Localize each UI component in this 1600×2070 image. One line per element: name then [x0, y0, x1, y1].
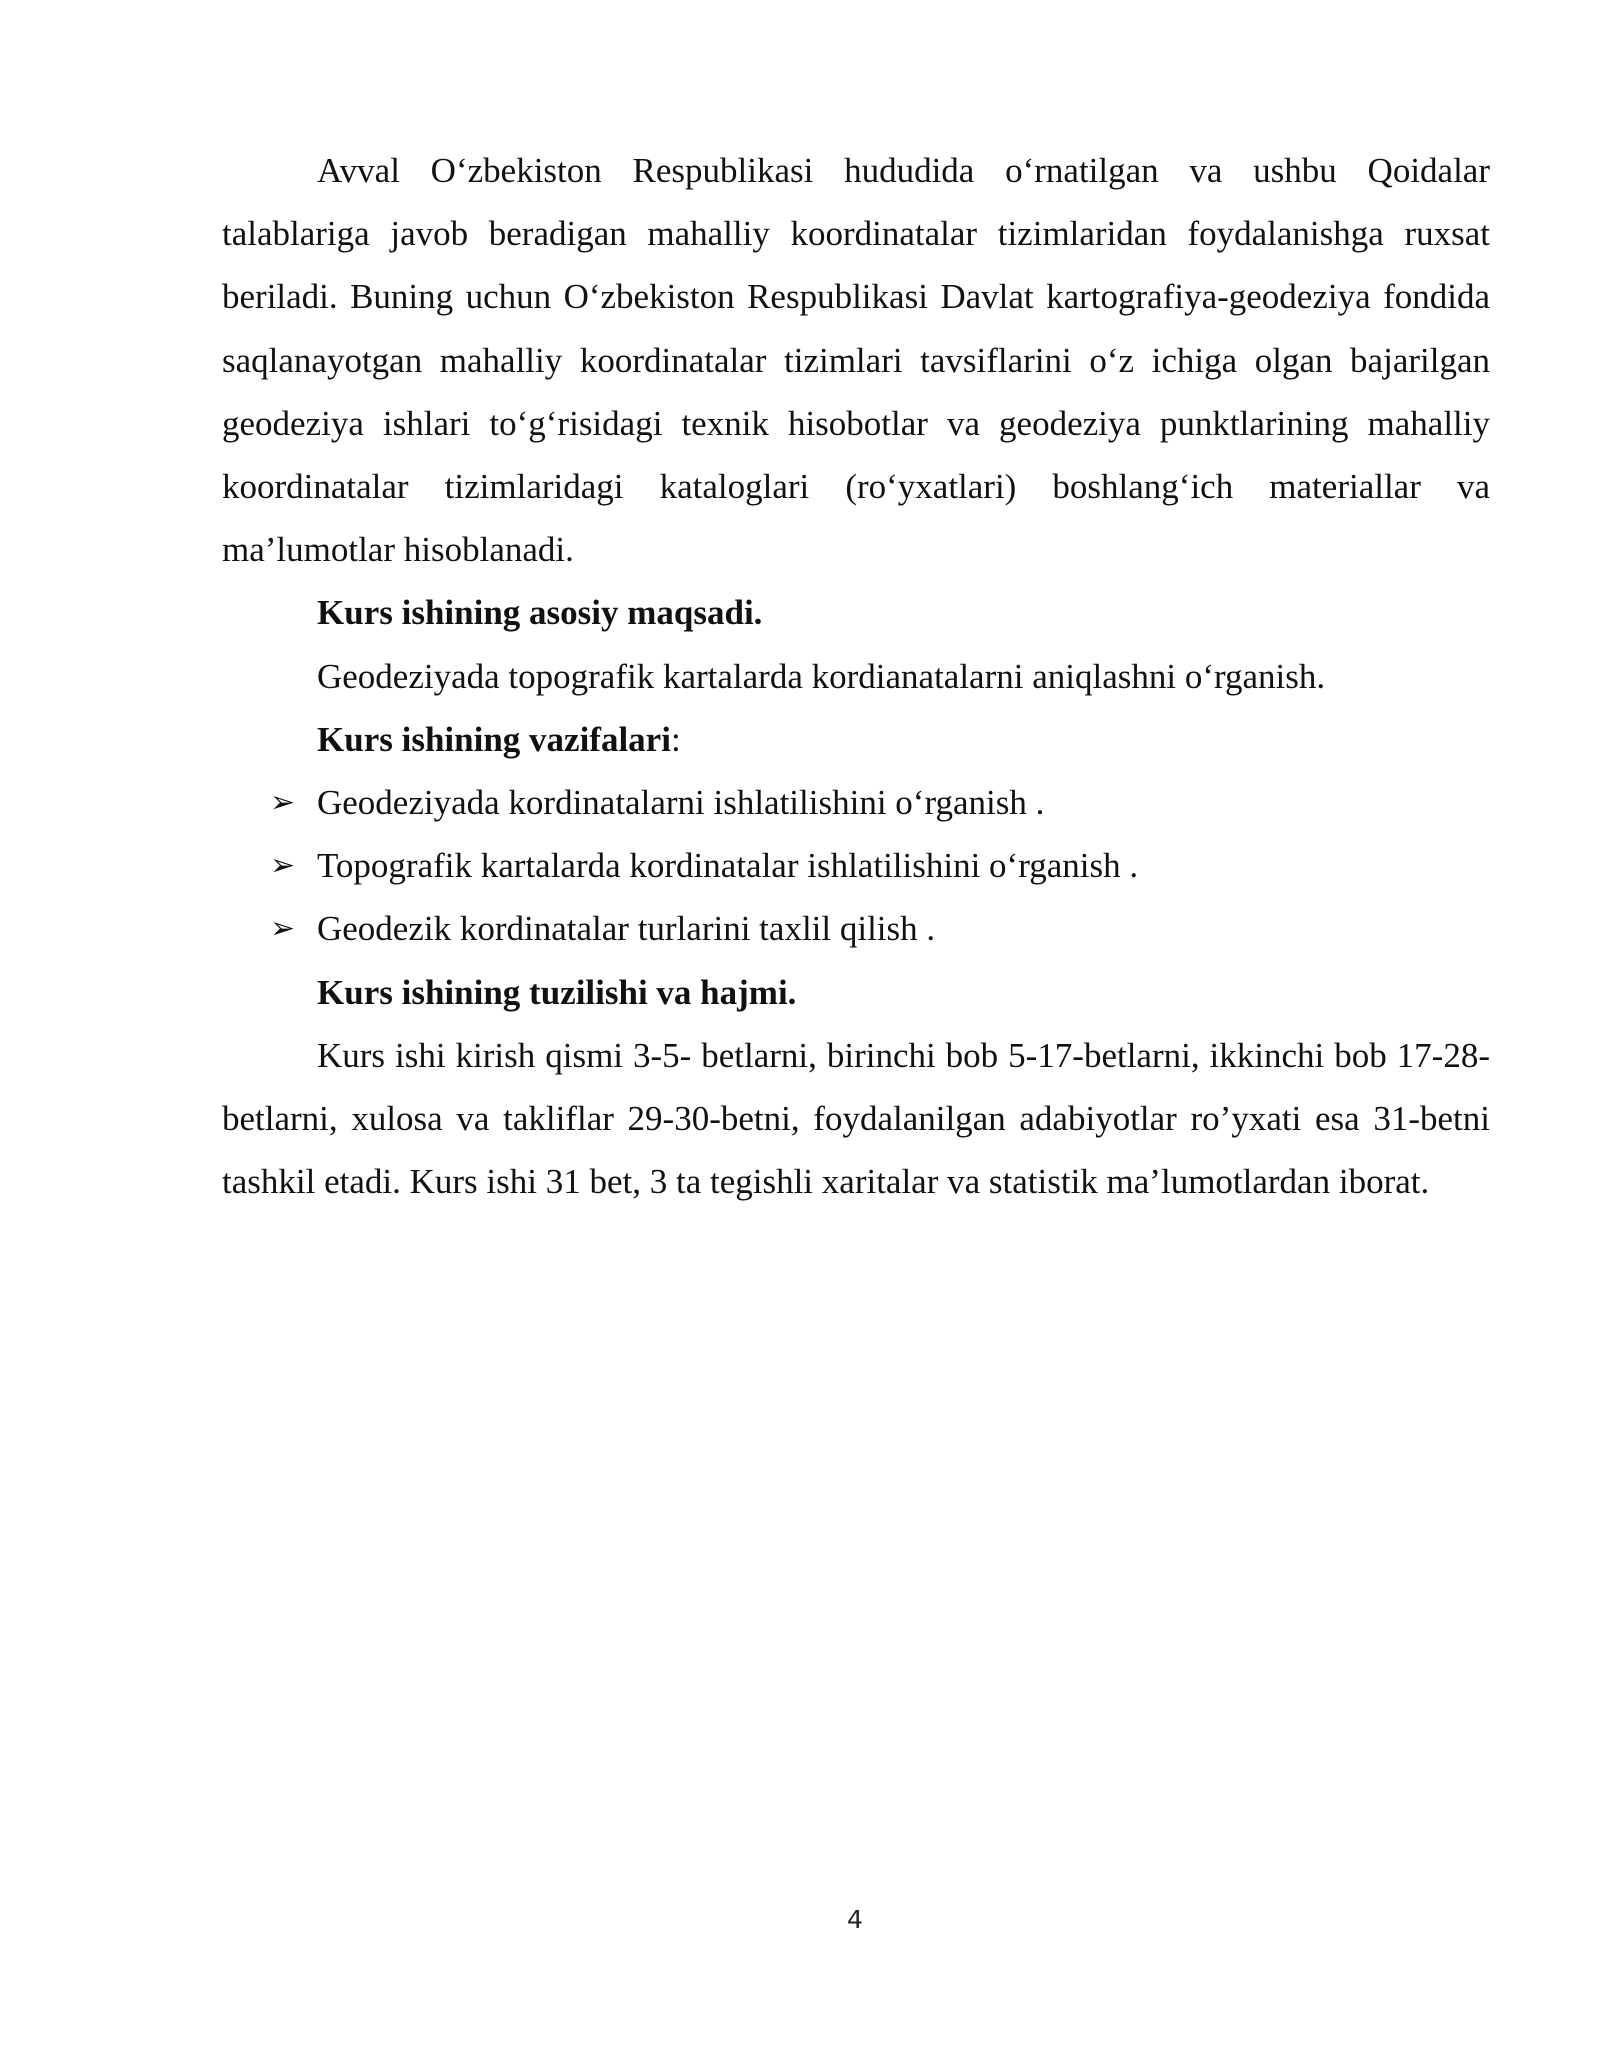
list-item-text: Geodezik kordinatalar turlarini taxlil qilish . [317, 909, 936, 949]
arrow-bullet-icon: ➢ [270, 911, 296, 947]
tasks-heading-colon: : [670, 719, 681, 759]
page-content [222, 139, 1490, 1213]
list-item-text: Topografik kartalarda kordinatalar ishlatilishini o‘rganish . [317, 846, 1139, 886]
arrow-bullet-icon: ➢ [270, 848, 296, 884]
list-item [222, 897, 1490, 960]
goal-heading [222, 581, 1490, 644]
structure-heading-text: Kurs ishining tuzilishi va hajmi. [317, 972, 797, 1012]
list-item [222, 771, 1490, 834]
goal-paragraph: Geodeziyada topografik kartalarda kordianatalarni aniqlashni o‘rganish. [317, 656, 1326, 696]
tasks-list [222, 771, 1490, 961]
goal-heading-text: Kurs ishining asosiy maqsadi. [317, 593, 763, 633]
structure-heading [222, 961, 1490, 1024]
list-item [222, 834, 1490, 897]
tasks-heading-text: Kurs ishining vazifalari [317, 719, 671, 759]
intro-paragraph: Avval O‘zbekiston Respublikasi hududida o‘rnatilgan va ushbu Qoidalar talablariga javob beradigan mahalliy koordinatalar tizimlaridan foydalanishga ruxsat beriladi. Buning uchun O‘zbekiston Respublikasi Davlat kartografiya-geodeziya fondida saqlanayotgan mahalliy koordinatalar tizimlari tavsiflarini o‘z ichiga olgan bajarilgan geodeziya ishlari to‘g‘risidagi texnik hisobotlar va geodeziya punktlarining mahalliy koordinatalar tizimlaridagi kataloglari (ro‘yxatlari) boshlang‘ich materiallar va ma’lumotlar hisoblanadi. [222, 151, 1490, 570]
list-item-text: Geodeziyada kordinatalarni ishlatilishini o‘rganish . [317, 783, 1045, 823]
arrow-bullet-icon: ➢ [270, 785, 296, 821]
structure-paragraph: Kurs ishi kirish qismi 3-5- betlarni, birinchi bob 5-17-betlarni, ikkinchi bob 17-28-betlarni, xulosa va takliflar 29-30-betni, foydalanilgan adabiyotlar ro’yxati esa 31-betni tashkil etadi. Kurs ishi 31 bet, 3 ta tegishli xaritalar va statistik ma’lumotlardan iborat. [222, 1035, 1490, 1202]
tasks-heading [222, 708, 1490, 771]
page-number: 4 [847, 1905, 863, 1934]
